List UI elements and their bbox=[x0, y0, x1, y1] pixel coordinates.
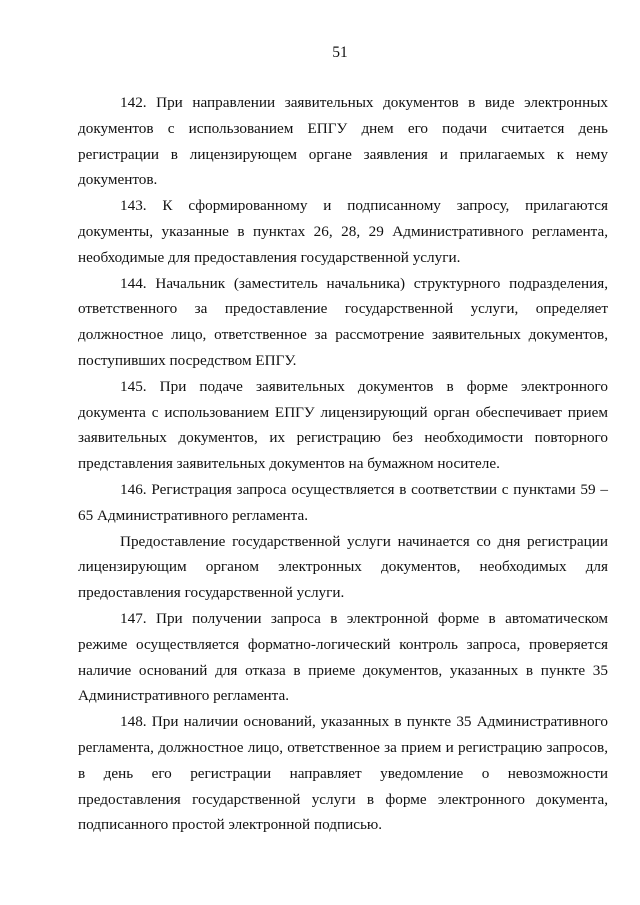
paragraph-144: 144. Начальник (заместитель начальника) структурного подразделения, ответственного за предоставление государственной услуги, определяет должностное лицо, ответственное за рассмотрение заявительных документов, поступивших посредством ЕПГУ. bbox=[78, 274, 608, 369]
paragraph-142: 142. При направлении заявительных документов в виде электронных документов с использованием ЕПГУ днем его подачи считается день регистрации в лицензирующем органе заявления и прилагаемых к нему документов. bbox=[78, 94, 608, 189]
paragraph-146-continuation: Предоставление государственной услуги начинается со дня регистрации лицензирующим органом электронных документов, необходимых для предоставления государственной услуги. bbox=[78, 532, 608, 602]
paragraph-147: 147. При получении запроса в электронной форме в автоматическом режиме осуществляется форматно-логический контроль запроса, проверяется наличие оснований для отказа в приеме документов, указанных в пункте 35 Административного регламента. bbox=[78, 609, 608, 705]
paragraph-145: 145. При подаче заявительных документов в форме электронного документа с использованием ЕПГУ лицензирующий орган обеспечивает прием заявительных документов, их регистрацию без необходимости повторного представления заявительных документов на бумажном носителе. bbox=[78, 377, 608, 473]
paragraph-143: 143. К сформированному и подписанному запросу, прилагаются документы, указанные в пунктах 26, 28, 29 Административного регламента, необходимые для предоставления государственной услуги. bbox=[78, 197, 608, 266]
page-number: 51 bbox=[332, 44, 348, 61]
document-body bbox=[78, 90, 608, 838]
paragraph-146: 146. Регистрация запроса осуществляется в соответствии с пунктами 59 – 65 Административного регламента. bbox=[78, 480, 608, 524]
paragraph-148: 148. При наличии оснований, указанных в пункте 35 Административного регламента, должностное лицо, ответственное за прием и регистрацию запросов, в день его регистрации направляет уведомление о невозможности предоставления государственной услуги в форме электронного документа, подписанного простой электронной подписью. bbox=[78, 713, 608, 834]
